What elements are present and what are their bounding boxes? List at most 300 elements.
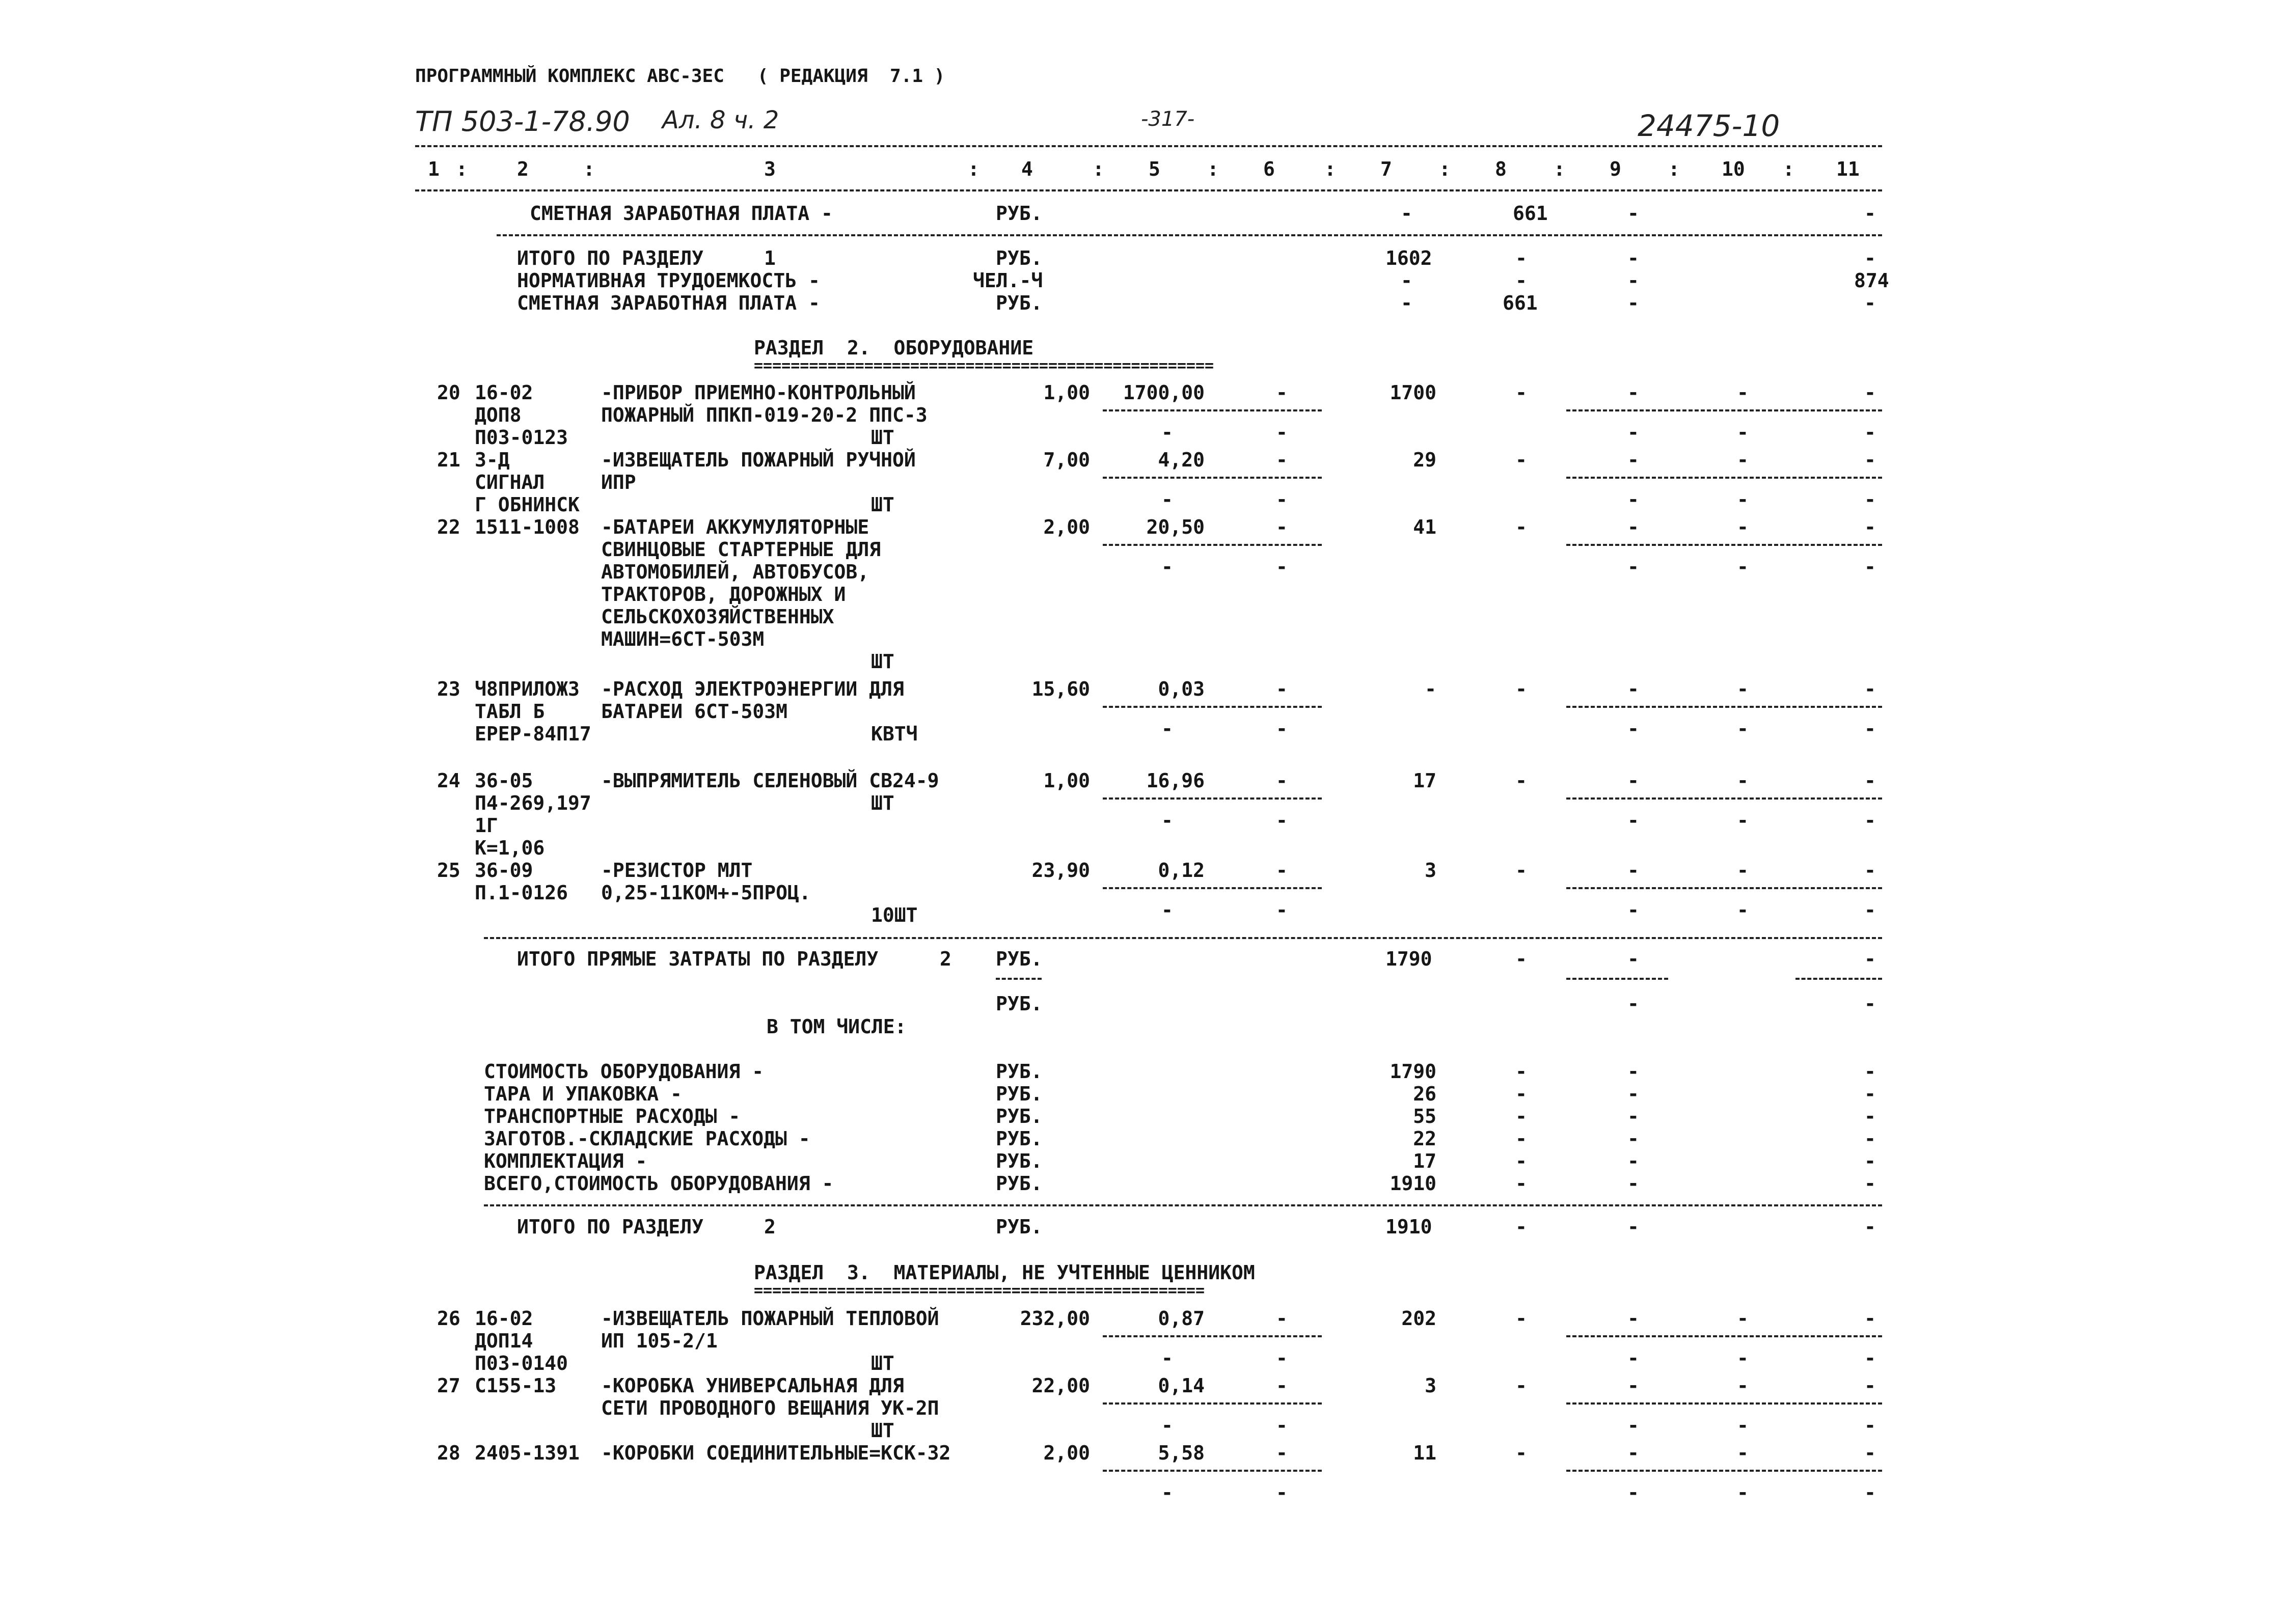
direct-costs-section: 2 (940, 948, 951, 970)
dash-cell: - (1515, 1083, 1527, 1105)
wage-col8: 661 (1513, 202, 1548, 225)
dash-cell: - (1627, 1307, 1639, 1330)
dash-cell: - (1864, 292, 1876, 314)
breakdown-label: ЗАГОТОВ.-СКЛАДСКИЕ РАСХОДЫ - (484, 1127, 810, 1150)
dash-cell: - (1864, 1216, 1876, 1238)
item-quantity: 1,00 (1043, 769, 1090, 792)
item-unit-price: 1700,00 (1123, 381, 1205, 404)
col-sep: : (456, 158, 468, 180)
dash-cell: - (1864, 449, 1876, 471)
labor-label: НОРМАТИВНАЯ ТРУДОЕМКОСТЬ - (517, 269, 820, 292)
page-number: -317- (1141, 107, 1195, 131)
dash-cell: - (1627, 1083, 1639, 1105)
item-code: Ч8ПРИЛОЖ3 (475, 678, 580, 700)
item-unit-price: 0,14 (1158, 1374, 1205, 1397)
dash-cell: - (1627, 809, 1639, 832)
item-code: 16-02 (475, 381, 533, 404)
dash-cell: - (1737, 859, 1749, 882)
dash-cell: - (1627, 948, 1639, 970)
item-code: 36-09 (475, 859, 533, 882)
breakdown-unit: РУБ. (996, 1172, 1043, 1195)
item-name: 0,25-11КОМ+-5ПРОЦ. (601, 882, 811, 904)
dash-cell: - (1864, 769, 1876, 792)
breakdown-value: 17 (1413, 1150, 1436, 1172)
dash-cell: - (1276, 1374, 1288, 1397)
dash-cell: - (1627, 1442, 1639, 1464)
item-unit: ШТ (871, 426, 894, 449)
dash-cell: - (1276, 1442, 1288, 1464)
rule (1103, 477, 1322, 479)
dash-cell: - (1161, 1414, 1173, 1437)
item-total: 3 (1425, 1374, 1436, 1397)
rule (1103, 409, 1322, 411)
breakdown-unit: РУБ. (996, 1105, 1043, 1127)
item-number: 25 (437, 859, 460, 882)
breakdown-label: КОМПЛЕКТАЦИЯ - (484, 1150, 647, 1172)
item-unit-price: 0,03 (1158, 678, 1205, 700)
col-sep: : (1668, 158, 1680, 180)
rule (1103, 1402, 1322, 1405)
dash-cell: - (1161, 899, 1173, 922)
item-quantity: 15,60 (1031, 678, 1090, 700)
wage2-value: 661 (1503, 292, 1538, 314)
labor-unit: ЧЕЛ.-Ч (973, 269, 1043, 292)
rule (1566, 1402, 1882, 1405)
program-header: ПРОГРАММНЫЙ КОМПЛЕКС АВС-3ЕС ( РЕДАКЦИЯ 7.1 ) (415, 66, 945, 87)
dash-cell: - (1864, 1414, 1876, 1437)
dash-cell: - (1627, 292, 1639, 314)
dash-cell: - (1515, 1127, 1527, 1150)
dash-cell: - (1515, 516, 1527, 538)
dash-cell: - (1627, 718, 1639, 740)
dash-cell: - (1627, 1347, 1639, 1370)
dash-cell: - (1276, 718, 1288, 740)
item-code: ЕРЕР-84П17 (475, 723, 591, 745)
item-code: 2405-1391 (475, 1442, 580, 1464)
dash-cell: - (1627, 202, 1639, 225)
item-total: 29 (1413, 449, 1436, 471)
item-unit-price: 0,12 (1158, 859, 1205, 882)
dash-cell: - (1515, 1060, 1527, 1083)
dash-cell: - (1737, 718, 1749, 740)
dash-cell: - (1864, 718, 1876, 740)
dash-cell: - (1864, 1172, 1876, 1195)
dash-cell: - (1627, 1105, 1639, 1127)
section2-total-label: ИТОГО ПО РАЗДЕЛУ (517, 1216, 704, 1238)
dash-cell: - (1515, 769, 1527, 792)
col-sep: : (1324, 158, 1336, 180)
dash-cell: - (1515, 859, 1527, 882)
direct-costs-unit: РУБ. (996, 948, 1043, 970)
dash-cell: - (1627, 1481, 1639, 1504)
short-rule (1566, 978, 1668, 980)
dash-cell: - (1864, 202, 1876, 225)
dash-cell: - (1737, 1374, 1749, 1397)
item-unit-price: 20,50 (1146, 516, 1205, 538)
dash-cell: - (1737, 1347, 1749, 1370)
col-sep: : (583, 158, 595, 180)
dash-cell: - (1864, 1127, 1876, 1150)
dash-cell: - (1627, 1127, 1639, 1150)
rule (484, 1204, 1882, 1206)
dash-cell: - (1515, 678, 1527, 700)
item-name: АВТОМОБИЛЕЙ, АВТОБУСОВ, (601, 561, 869, 583)
dash-cell: - (1737, 1481, 1749, 1504)
wage-col7: - (1401, 202, 1412, 225)
section3-title: РАЗДЕЛ 3. МАТЕРИАЛЫ, НЕ УЧТЕННЫЕ ЦЕННИКОМ (754, 1261, 1255, 1284)
rule (1566, 1470, 1882, 1472)
dash-cell: - (1515, 269, 1527, 292)
dash-cell: - (1737, 678, 1749, 700)
dash-cell: - (1737, 421, 1749, 444)
col-num-7: 7 (1380, 158, 1392, 180)
col-sep: : (1207, 158, 1219, 180)
dash-cell: - (1864, 678, 1876, 700)
dash-cell: - (1401, 269, 1412, 292)
dash-cell: - (1627, 381, 1639, 404)
item-total: 11 (1413, 1442, 1436, 1464)
dash-cell: - (1627, 1374, 1639, 1397)
col-num-1: 1 (428, 158, 440, 180)
section1-total-number: 1 (764, 247, 776, 269)
item-quantity: 2,00 (1043, 1442, 1090, 1464)
dash-cell: - (1515, 1172, 1527, 1195)
dash-cell: - (1161, 809, 1173, 832)
dash-cell: - (1276, 899, 1288, 922)
section1-total-unit: РУБ. (996, 247, 1043, 269)
item-name: -ПРИБОР ПРИЕМНО-КОНТРОЛЬНЫЙ (601, 381, 916, 404)
col-num-11: 11 (1836, 158, 1860, 180)
item-code: ТАБЛ Б (475, 700, 545, 723)
item-number: 26 (437, 1307, 460, 1330)
section2-underline: ================================================== (754, 359, 1214, 374)
item-code: П.1-0126 (475, 882, 568, 904)
item-unit-price: 4,20 (1158, 449, 1205, 471)
col-num-9: 9 (1610, 158, 1621, 180)
rule (484, 937, 1882, 939)
item-quantity: 22,00 (1031, 1374, 1090, 1397)
direct-costs-value: 1790 (1385, 948, 1432, 970)
rule (1103, 1335, 1322, 1337)
rule (1103, 887, 1322, 889)
section2-title: РАЗДЕЛ 2. ОБОРУДОВАНИЕ (754, 337, 1034, 359)
header-rule-bottom (415, 189, 1882, 191)
item-name: -РЕЗИСТОР МЛТ (601, 859, 753, 882)
dash-cell: - (1276, 1481, 1288, 1504)
rule (1566, 797, 1882, 800)
dash-cell: - (1276, 421, 1288, 444)
col-sep: : (1554, 158, 1565, 180)
rule (1566, 706, 1882, 708)
dash-cell: - (1627, 1172, 1639, 1195)
dash-cell: - (1737, 899, 1749, 922)
item-unit: ШТ (871, 1419, 894, 1442)
item-code: К=1,06 (475, 837, 545, 859)
dash-cell: - (1864, 516, 1876, 538)
item-name: ТРАКТОРОВ, ДОРОЖНЫХ И (601, 583, 846, 605)
item-name: -БАТАРЕИ АККУМУЛЯТОРНЫЕ (601, 516, 869, 538)
col-sep: : (1439, 158, 1451, 180)
dash-cell: - (1864, 1442, 1876, 1464)
item-name: БАТАРЕИ 6СТ-503М (601, 700, 788, 723)
col-sep: : (1093, 158, 1104, 180)
item-name: МАШИН=6СТ-503М (601, 628, 765, 650)
direct-costs-unit-2: РУБ. (996, 993, 1043, 1015)
rule (1103, 797, 1322, 800)
dash-cell: - (1276, 1414, 1288, 1437)
dash-cell: - (1161, 488, 1173, 511)
dash-cell: - (1515, 1105, 1527, 1127)
labor-value: 874 (1854, 269, 1889, 292)
section2-total-unit: РУБ. (996, 1216, 1043, 1238)
item-quantity: 23,90 (1031, 859, 1090, 882)
inventory-number: 24475-10 (1638, 108, 1780, 143)
dash-cell: - (1276, 678, 1288, 700)
dash-cell: - (1627, 269, 1639, 292)
breakdown-value: 26 (1413, 1083, 1436, 1105)
item-name: -ИЗВЕЩАТЕЛЬ ПОЖАРНЫЙ ТЕПЛОВОЙ (601, 1307, 939, 1330)
item-quantity: 1,00 (1043, 381, 1090, 404)
item-number: 23 (437, 678, 460, 700)
item-number: 21 (437, 449, 460, 471)
wage-unit: РУБ. (996, 202, 1043, 225)
breakdown-unit: РУБ. (996, 1150, 1043, 1172)
dash-cell: - (1627, 516, 1639, 538)
item-code: СИГНАЛ (475, 471, 545, 493)
item-unit: ШТ (871, 792, 894, 814)
wage-label: СМЕТНАЯ ЗАРАБОТНАЯ ПЛАТА - (530, 202, 833, 225)
item-quantity: 232,00 (1020, 1307, 1090, 1330)
item-number: 28 (437, 1442, 460, 1464)
dash-cell: - (1627, 1414, 1639, 1437)
document-suffix: Ал. 8 ч. 2 (662, 106, 779, 134)
breakdown-label: СТОИМОСТЬ ОБОРУДОВАНИЯ - (484, 1060, 764, 1083)
item-code: П03-0123 (475, 426, 568, 449)
dash-cell: - (1161, 718, 1173, 740)
dash-cell: - (1864, 1150, 1876, 1172)
dash-cell: - (1737, 488, 1749, 511)
item-code: П03-0140 (475, 1352, 568, 1374)
dash-cell: - (1276, 769, 1288, 792)
dash-cell: - (1276, 556, 1288, 579)
dash-cell: - (1864, 859, 1876, 882)
dash-cell: - (1401, 292, 1412, 314)
dash-cell: - (1864, 1060, 1876, 1083)
item-name: СЕТИ ПРОВОДНОГО ВЕЩАНИЯ УК-2П (601, 1397, 939, 1419)
dash-cell: - (1737, 809, 1749, 832)
dash-cell: - (1627, 1150, 1639, 1172)
dash-cell: - (1737, 1442, 1749, 1464)
item-code: Г ОБНИНСК (475, 493, 580, 516)
breakdown-unit: РУБ. (996, 1060, 1043, 1083)
dash-cell: - (1864, 948, 1876, 970)
item-name: -КОРОБКА УНИВЕРСАЛЬНАЯ ДЛЯ (601, 1374, 904, 1397)
dash-cell: - (1515, 247, 1527, 269)
item-name: -КОРОБКИ СОЕДИНИТЕЛЬНЫЕ=КСК-32 (601, 1442, 951, 1464)
dash-cell: - (1515, 1307, 1527, 1330)
dash-cell: - (1627, 678, 1639, 700)
dash-cell: - (1515, 1216, 1527, 1238)
rule (497, 234, 1882, 236)
dash-cell: - (1627, 488, 1639, 511)
header-rule-top (415, 145, 1882, 147)
dash-cell: - (1627, 421, 1639, 444)
breakdown-value: 55 (1413, 1105, 1436, 1127)
section2-total-number: 2 (764, 1216, 776, 1238)
dash-cell: - (1161, 1481, 1173, 1504)
dash-cell: - (1737, 449, 1749, 471)
direct-costs-label: ИТОГО ПРЯМЫЕ ЗАТРАТЫ ПО РАЗДЕЛУ (517, 948, 879, 970)
rule (1566, 1335, 1882, 1337)
col-sep: : (1783, 158, 1794, 180)
item-code: 1Г (475, 814, 498, 837)
dash-cell: - (1864, 1083, 1876, 1105)
item-number: 20 (437, 381, 460, 404)
dash-cell: - (1515, 1374, 1527, 1397)
dash-cell: - (1161, 421, 1173, 444)
col-num-2: 2 (517, 158, 529, 180)
dash-cell: - (1864, 488, 1876, 511)
dash-cell: - (1864, 899, 1876, 922)
dash-cell: - (1276, 488, 1288, 511)
item-code: 3-Д (475, 449, 510, 471)
item-unit: ШТ (871, 493, 894, 516)
wage2-label: СМЕТНАЯ ЗАРАБОТНАЯ ПЛАТА - (517, 292, 820, 314)
dash-cell: - (1737, 1414, 1749, 1437)
col-sep: : (968, 158, 979, 180)
dash-cell: - (1627, 449, 1639, 471)
dash-cell: - (1737, 556, 1749, 579)
rule (1103, 544, 1322, 546)
breakdown-value: 1910 (1390, 1172, 1436, 1195)
dash-cell: - (1627, 859, 1639, 882)
section2-total-value: 1910 (1385, 1216, 1432, 1238)
rule (1566, 409, 1882, 411)
dash-cell: - (1864, 809, 1876, 832)
item-code: 36-05 (475, 769, 533, 792)
dash-cell: - (1276, 1347, 1288, 1370)
dash-cell: - (1276, 516, 1288, 538)
dash-cell: - (1864, 556, 1876, 579)
item-total: 41 (1413, 516, 1436, 538)
item-number: 24 (437, 769, 460, 792)
col-num-4: 4 (1021, 158, 1033, 180)
col-num-6: 6 (1263, 158, 1275, 180)
item-code: П4-269,197 (475, 792, 591, 814)
section1-total-value: 1602 (1385, 247, 1432, 269)
breakdown-label: ТАРА И УПАКОВКА - (484, 1083, 682, 1105)
dash-cell: - (1864, 381, 1876, 404)
item-name: СЕЛЬСКОХОЗЯЙСТВЕННЫХ (601, 605, 834, 628)
item-name: ИП 105-2/1 (601, 1330, 718, 1352)
dash-cell: - (1276, 381, 1288, 404)
dash-cell: - (1627, 1060, 1639, 1083)
dash-cell: - (1864, 1347, 1876, 1370)
item-name: ИПР (601, 471, 636, 493)
short-rule (1795, 978, 1882, 980)
dash-cell: - (1864, 247, 1876, 269)
item-number: 27 (437, 1374, 460, 1397)
item-quantity: 2,00 (1043, 516, 1090, 538)
dash-cell: - (1864, 993, 1876, 1015)
item-quantity: 7,00 (1043, 449, 1090, 471)
col-num-3: 3 (764, 158, 776, 180)
item-total: 3 (1425, 859, 1436, 882)
dash-cell: - (1276, 449, 1288, 471)
item-unit-price: 0,87 (1158, 1307, 1205, 1330)
rule (1103, 1470, 1322, 1472)
breakdown-unit: РУБ. (996, 1127, 1043, 1150)
col-num-10: 10 (1722, 158, 1745, 180)
dash-cell: - (1161, 556, 1173, 579)
dash-cell: - (1737, 381, 1749, 404)
item-unit-price: 5,58 (1158, 1442, 1205, 1464)
dash-cell: - (1627, 769, 1639, 792)
dash-cell: - (1515, 1442, 1527, 1464)
item-code: ДОП14 (475, 1330, 533, 1352)
dash-cell: - (1627, 899, 1639, 922)
item-total: 202 (1401, 1307, 1436, 1330)
item-name: -ВЫПРЯМИТЕЛЬ СЕЛЕНОВЫЙ СВ24-9 (601, 769, 939, 792)
dash-cell: - (1276, 1307, 1288, 1330)
rule (1103, 706, 1322, 708)
item-total: 17 (1413, 769, 1436, 792)
dash-cell: - (1627, 1216, 1639, 1238)
dash-cell: - (1737, 1307, 1749, 1330)
including-heading: В ТОМ ЧИСЛЕ: (767, 1015, 907, 1038)
dash-cell: - (1515, 1150, 1527, 1172)
breakdown-value: 1790 (1390, 1060, 1436, 1083)
dash-cell: - (1737, 516, 1749, 538)
dash-cell: - (1276, 859, 1288, 882)
dash-cell: - (1864, 1105, 1876, 1127)
rule (1566, 477, 1882, 479)
item-unit: ШТ (871, 650, 894, 673)
item-code: С155-13 (475, 1374, 557, 1397)
item-unit: КВТЧ (871, 723, 918, 745)
item-number: 22 (437, 516, 460, 538)
item-code: ДОП8 (475, 404, 522, 426)
item-name: -ИЗВЕЩАТЕЛЬ ПОЖАРНЫЙ РУЧНОЙ (601, 449, 916, 471)
dash-cell: - (1276, 809, 1288, 832)
dash-cell: - (1627, 247, 1639, 269)
dash-cell: - (1864, 1481, 1876, 1504)
item-total: - (1425, 678, 1436, 700)
dash-cell: - (1737, 769, 1749, 792)
col-num-8: 8 (1495, 158, 1507, 180)
rule (1566, 544, 1882, 546)
document-code: ТП 503-1-78.90 (415, 105, 630, 137)
item-unit-price: 16,96 (1146, 769, 1205, 792)
rule (1566, 887, 1882, 889)
item-name: СВИНЦОВЫЕ СТАРТЕРНЫЕ ДЛЯ (601, 538, 881, 561)
wage2-unit: РУБ. (996, 292, 1043, 314)
item-unit: 10ШТ (871, 904, 918, 926)
section1-total-label: ИТОГО ПО РАЗДЕЛУ (517, 247, 704, 269)
item-name: ПОЖАРНЫЙ ППКП-019-20-2 ППС-3 (601, 404, 928, 426)
dash-cell: - (1864, 421, 1876, 444)
col-num-5: 5 (1149, 158, 1160, 180)
dash-cell: - (1627, 993, 1639, 1015)
dash-cell: - (1515, 381, 1527, 404)
item-total: 1700 (1390, 381, 1436, 404)
breakdown-label: ТРАНСПОРТНЫЕ РАСХОДЫ - (484, 1105, 741, 1127)
item-unit: ШТ (871, 1352, 894, 1374)
breakdown-value: 22 (1413, 1127, 1436, 1150)
dash-cell: - (1864, 1307, 1876, 1330)
dash-cell: - (1515, 449, 1527, 471)
dash-cell: - (1864, 1374, 1876, 1397)
